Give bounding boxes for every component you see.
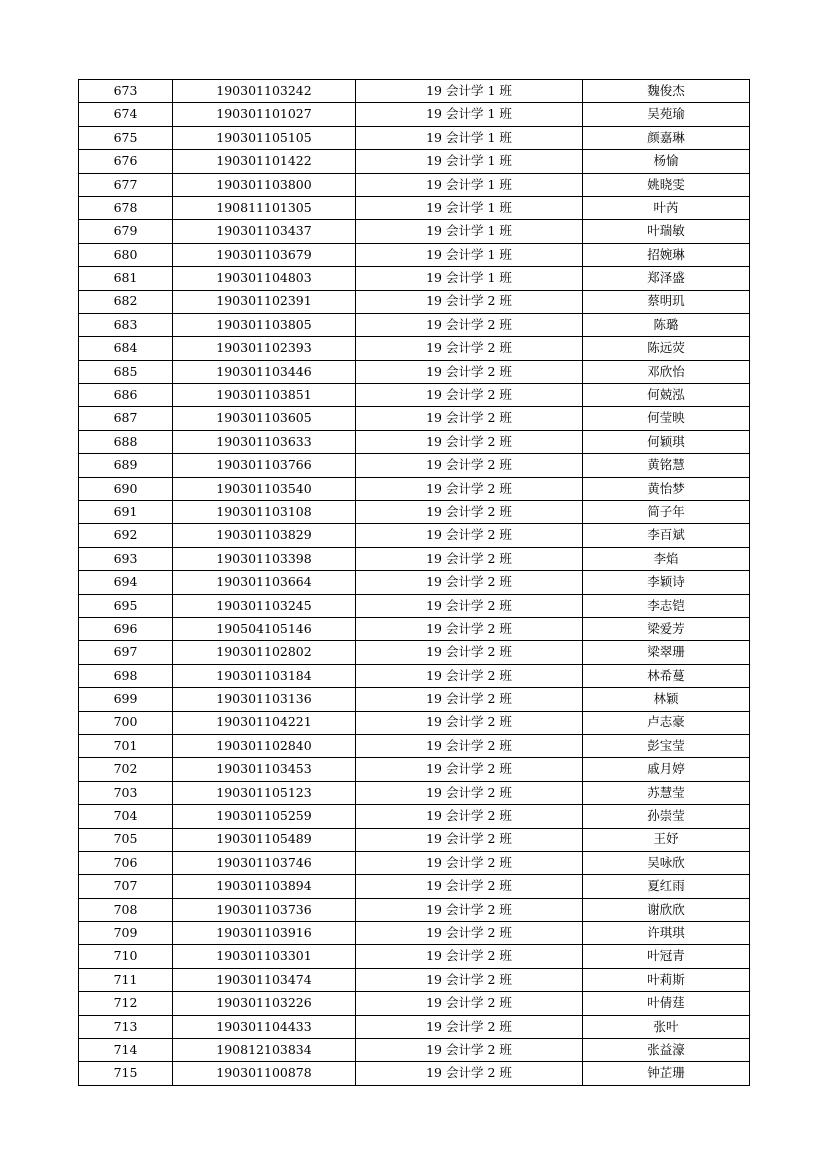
student-name-cell: 何莹映: [583, 407, 750, 430]
class-name-cell: 19 会计学 2 班: [356, 477, 583, 500]
class-name-cell: 19 会计学 2 班: [356, 664, 583, 687]
class-name-cell: 19 会计学 2 班: [356, 1039, 583, 1062]
class-name-cell: 19 会计学 2 班: [356, 734, 583, 757]
class-name-cell: 19 会计学 2 班: [356, 758, 583, 781]
table-row: [79, 126, 750, 149]
student-id-cell: 190301104803: [173, 267, 356, 290]
table-row: [79, 711, 750, 734]
row-number-cell: 674: [79, 103, 173, 126]
student-name-cell: 简子年: [583, 501, 750, 524]
class-name-cell: 19 会计学 1 班: [356, 173, 583, 196]
class-name-cell: 19 会计学 2 班: [356, 968, 583, 991]
student-id-cell: 190301101027: [173, 103, 356, 126]
table-row: [79, 992, 750, 1015]
student-id-cell: 190301105259: [173, 805, 356, 828]
class-name-cell: 19 会计学 2 班: [356, 290, 583, 313]
student-name-cell: 张叶: [583, 1015, 750, 1038]
row-number-cell: 694: [79, 571, 173, 594]
row-number-cell: 711: [79, 968, 173, 991]
student-name-cell: 夏红雨: [583, 875, 750, 898]
class-name-cell: 19 会计学 2 班: [356, 898, 583, 921]
student-name-cell: 颜嘉琳: [583, 126, 750, 149]
table-row: [79, 617, 750, 640]
student-id-cell: 190301102802: [173, 641, 356, 664]
student-name-cell: 招婉琳: [583, 243, 750, 266]
table-row: [79, 150, 750, 173]
row-number-cell: 707: [79, 875, 173, 898]
student-name-cell: 张益濠: [583, 1039, 750, 1062]
class-name-cell: 19 会计学 1 班: [356, 243, 583, 266]
table-row: [79, 267, 750, 290]
class-name-cell: 19 会计学 1 班: [356, 126, 583, 149]
table-row: [79, 664, 750, 687]
student-id-cell: 190301103916: [173, 922, 356, 945]
class-name-cell: 19 会计学 2 班: [356, 571, 583, 594]
roster-body: [79, 80, 750, 1086]
student-id-cell: 190301105489: [173, 828, 356, 851]
row-number-cell: 705: [79, 828, 173, 851]
class-name-cell: 19 会计学 2 班: [356, 547, 583, 570]
student-name-cell: 叶莉斯: [583, 968, 750, 991]
student-id-cell: 190301103829: [173, 524, 356, 547]
row-number-cell: 692: [79, 524, 173, 547]
class-name-cell: 19 会计学 2 班: [356, 851, 583, 874]
row-number-cell: 700: [79, 711, 173, 734]
student-id-cell: 190301105105: [173, 126, 356, 149]
student-id-cell: 190301104221: [173, 711, 356, 734]
row-number-cell: 673: [79, 80, 173, 103]
row-number-cell: 682: [79, 290, 173, 313]
table-row: [79, 688, 750, 711]
row-number-cell: 677: [79, 173, 173, 196]
student-name-cell: 蔡明玑: [583, 290, 750, 313]
row-number-cell: 691: [79, 501, 173, 524]
student-name-cell: 何颖琪: [583, 430, 750, 453]
table-row: [79, 734, 750, 757]
table-row: [79, 922, 750, 945]
class-name-cell: 19 会计学 2 班: [356, 430, 583, 453]
student-id-cell: 190301103437: [173, 220, 356, 243]
student-name-cell: 魏俊杰: [583, 80, 750, 103]
table-row: [79, 594, 750, 617]
student-id-cell: 190301103746: [173, 851, 356, 874]
table-row: [79, 407, 750, 430]
student-id-cell: 190301104433: [173, 1015, 356, 1038]
student-id-cell: 190301103474: [173, 968, 356, 991]
student-id-cell: 190301103242: [173, 80, 356, 103]
table-row: [79, 173, 750, 196]
row-number-cell: 688: [79, 430, 173, 453]
student-id-cell: 190301103679: [173, 243, 356, 266]
student-id-cell: 190301103301: [173, 945, 356, 968]
table-row: [79, 571, 750, 594]
student-name-cell: 何兢泓: [583, 384, 750, 407]
row-number-cell: 681: [79, 267, 173, 290]
student-id-cell: 190301102393: [173, 337, 356, 360]
row-number-cell: 699: [79, 688, 173, 711]
table-row: [79, 430, 750, 453]
table-row: [79, 454, 750, 477]
table-row: [79, 313, 750, 336]
class-name-cell: 19 会计学 2 班: [356, 407, 583, 430]
row-number-cell: 708: [79, 898, 173, 921]
row-number-cell: 698: [79, 664, 173, 687]
table-row: [79, 1062, 750, 1085]
table-row: [79, 524, 750, 547]
table-row: [79, 501, 750, 524]
row-number-cell: 683: [79, 313, 173, 336]
class-name-cell: 19 会计学 2 班: [356, 828, 583, 851]
student-id-cell: 190301102391: [173, 290, 356, 313]
class-name-cell: 19 会计学 2 班: [356, 1015, 583, 1038]
student-id-cell: 190301103108: [173, 501, 356, 524]
row-number-cell: 678: [79, 196, 173, 219]
row-number-cell: 706: [79, 851, 173, 874]
student-name-cell: 苏慧莹: [583, 781, 750, 804]
class-name-cell: 19 会计学 2 班: [356, 945, 583, 968]
row-number-cell: 679: [79, 220, 173, 243]
student-name-cell: 王妤: [583, 828, 750, 851]
student-name-cell: 黄铭慧: [583, 454, 750, 477]
row-number-cell: 684: [79, 337, 173, 360]
student-name-cell: 郑泽盛: [583, 267, 750, 290]
student-id-cell: 190301103605: [173, 407, 356, 430]
student-id-cell: 190812103834: [173, 1039, 356, 1062]
table-row: [79, 196, 750, 219]
row-number-cell: 714: [79, 1039, 173, 1062]
row-number-cell: 686: [79, 384, 173, 407]
student-name-cell: 林颖: [583, 688, 750, 711]
class-name-cell: 19 会计学 1 班: [356, 267, 583, 290]
student-name-cell: 吴苑瑜: [583, 103, 750, 126]
student-id-cell: 190301103800: [173, 173, 356, 196]
class-name-cell: 19 会计学 2 班: [356, 594, 583, 617]
row-number-cell: 713: [79, 1015, 173, 1038]
student-id-cell: 190301102840: [173, 734, 356, 757]
table-row: [79, 945, 750, 968]
table-row: [79, 360, 750, 383]
table-row: [79, 243, 750, 266]
student-id-cell: 190301101422: [173, 150, 356, 173]
class-name-cell: 19 会计学 1 班: [356, 103, 583, 126]
class-name-cell: 19 会计学 1 班: [356, 80, 583, 103]
row-number-cell: 675: [79, 126, 173, 149]
student-name-cell: 谢欣欣: [583, 898, 750, 921]
table-row: [79, 875, 750, 898]
row-number-cell: 676: [79, 150, 173, 173]
table-row: [79, 828, 750, 851]
student-name-cell: 卢志豪: [583, 711, 750, 734]
student-id-cell: 190301103664: [173, 571, 356, 594]
class-name-cell: 19 会计学 2 班: [356, 617, 583, 640]
table-row: [79, 898, 750, 921]
student-name-cell: 吴咏欣: [583, 851, 750, 874]
student-id-cell: 190301100878: [173, 1062, 356, 1085]
table-row: [79, 968, 750, 991]
row-number-cell: 680: [79, 243, 173, 266]
table-row: [79, 384, 750, 407]
student-name-cell: 戚月婷: [583, 758, 750, 781]
student-id-cell: 190301103226: [173, 992, 356, 1015]
student-id-cell: 190301103894: [173, 875, 356, 898]
student-name-cell: 梁翠珊: [583, 641, 750, 664]
row-number-cell: 704: [79, 805, 173, 828]
class-name-cell: 19 会计学 2 班: [356, 992, 583, 1015]
student-name-cell: 叶芮: [583, 196, 750, 219]
student-id-cell: 190301103540: [173, 477, 356, 500]
class-name-cell: 19 会计学 2 班: [356, 781, 583, 804]
student-name-cell: 林希蔓: [583, 664, 750, 687]
row-number-cell: 710: [79, 945, 173, 968]
student-id-cell: 190301103136: [173, 688, 356, 711]
student-roster-table: [78, 79, 750, 1086]
class-name-cell: 19 会计学 2 班: [356, 922, 583, 945]
class-name-cell: 19 会计学 1 班: [356, 220, 583, 243]
row-number-cell: 715: [79, 1062, 173, 1085]
student-name-cell: 许琪琪: [583, 922, 750, 945]
row-number-cell: 712: [79, 992, 173, 1015]
table-row: [79, 477, 750, 500]
class-name-cell: 19 会计学 2 班: [356, 688, 583, 711]
student-name-cell: 梁爱芳: [583, 617, 750, 640]
row-number-cell: 696: [79, 617, 173, 640]
class-name-cell: 19 会计学 2 班: [356, 501, 583, 524]
row-number-cell: 702: [79, 758, 173, 781]
table-row: [79, 641, 750, 664]
table-row: [79, 103, 750, 126]
row-number-cell: 687: [79, 407, 173, 430]
class-name-cell: 19 会计学 2 班: [356, 805, 583, 828]
class-name-cell: 19 会计学 2 班: [356, 524, 583, 547]
student-name-cell: 邓欣怡: [583, 360, 750, 383]
student-name-cell: 叶瑞敏: [583, 220, 750, 243]
table-row: [79, 1015, 750, 1038]
class-name-cell: 19 会计学 2 班: [356, 454, 583, 477]
class-name-cell: 19 会计学 2 班: [356, 875, 583, 898]
class-name-cell: 19 会计学 2 班: [356, 313, 583, 336]
table-row: [79, 80, 750, 103]
class-name-cell: 19 会计学 2 班: [356, 337, 583, 360]
student-name-cell: 杨愉: [583, 150, 750, 173]
row-number-cell: 709: [79, 922, 173, 945]
student-id-cell: 190301103736: [173, 898, 356, 921]
row-number-cell: 697: [79, 641, 173, 664]
table-row: [79, 1039, 750, 1062]
row-number-cell: 703: [79, 781, 173, 804]
table-row: [79, 805, 750, 828]
class-name-cell: 19 会计学 2 班: [356, 360, 583, 383]
row-number-cell: 685: [79, 360, 173, 383]
student-name-cell: 李志铠: [583, 594, 750, 617]
student-name-cell: 李百斌: [583, 524, 750, 547]
class-name-cell: 19 会计学 2 班: [356, 384, 583, 407]
student-name-cell: 李焰: [583, 547, 750, 570]
row-number-cell: 689: [79, 454, 173, 477]
table-row: [79, 758, 750, 781]
student-name-cell: 叶倩莛: [583, 992, 750, 1015]
student-name-cell: 李颖诗: [583, 571, 750, 594]
row-number-cell: 693: [79, 547, 173, 570]
class-name-cell: 19 会计学 1 班: [356, 150, 583, 173]
student-name-cell: 陈璐: [583, 313, 750, 336]
row-number-cell: 701: [79, 734, 173, 757]
student-id-cell: 190301103446: [173, 360, 356, 383]
student-id-cell: 190301103245: [173, 594, 356, 617]
table-row: [79, 220, 750, 243]
student-id-cell: 190301103766: [173, 454, 356, 477]
class-name-cell: 19 会计学 2 班: [356, 711, 583, 734]
student-name-cell: 孙崇莹: [583, 805, 750, 828]
table-row: [79, 851, 750, 874]
student-id-cell: 190301103633: [173, 430, 356, 453]
student-id-cell: 190301103184: [173, 664, 356, 687]
student-id-cell: 190811101305: [173, 196, 356, 219]
student-name-cell: 彭宝莹: [583, 734, 750, 757]
row-number-cell: 690: [79, 477, 173, 500]
student-name-cell: 黄怡梦: [583, 477, 750, 500]
table-row: [79, 781, 750, 804]
row-number-cell: 695: [79, 594, 173, 617]
student-id-cell: 190301103805: [173, 313, 356, 336]
table-row: [79, 547, 750, 570]
class-name-cell: 19 会计学 2 班: [356, 1062, 583, 1085]
class-name-cell: 19 会计学 1 班: [356, 196, 583, 219]
student-name-cell: 陈远荧: [583, 337, 750, 360]
student-name-cell: 钟芷珊: [583, 1062, 750, 1085]
class-name-cell: 19 会计学 2 班: [356, 641, 583, 664]
student-id-cell: 190301103398: [173, 547, 356, 570]
student-id-cell: 190301105123: [173, 781, 356, 804]
table-row: [79, 337, 750, 360]
student-name-cell: 姚晓雯: [583, 173, 750, 196]
student-id-cell: 190504105146: [173, 617, 356, 640]
student-name-cell: 叶冠青: [583, 945, 750, 968]
student-id-cell: 190301103851: [173, 384, 356, 407]
table-row: [79, 290, 750, 313]
student-id-cell: 190301103453: [173, 758, 356, 781]
